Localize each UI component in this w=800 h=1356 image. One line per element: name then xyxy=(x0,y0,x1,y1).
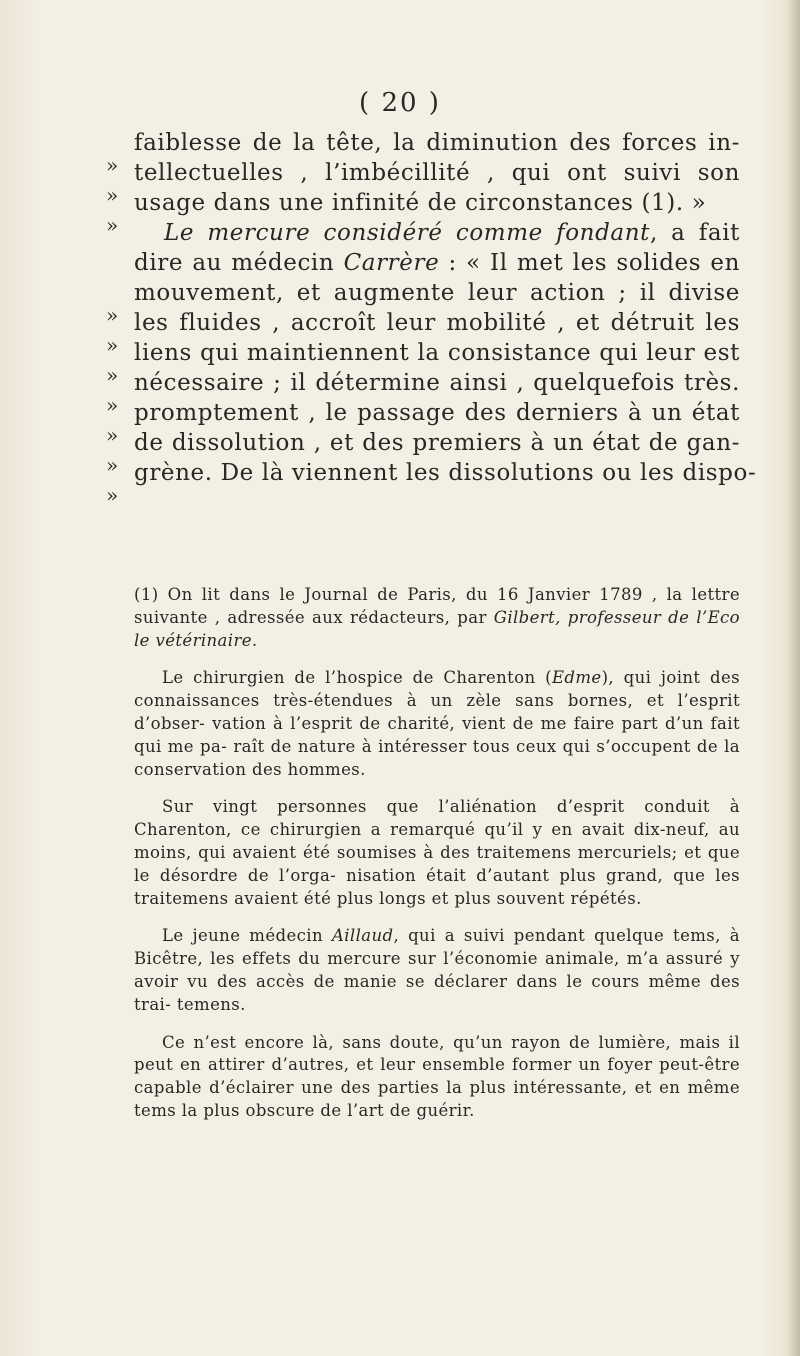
text-line: » promptement , le passage des derniers à un état xyxy=(106,400,740,447)
footnote-paragraph: Ce n’est encore là, sans doute, qu’un rayon de lumière, mais il peut en attirer d’autres, et leur ensemble former un foyer peut-être capable d’éclairer une des parties la plus intéressante, et en même tems la plus obscure de l’art de guérir. xyxy=(134,1032,740,1120)
text-line: » grène. De là viennent les dissolutions ou les dispo- xyxy=(106,460,757,507)
text-line: » de dissolution , et des premiers à un état de gan- xyxy=(106,430,740,477)
text-line: dire au médecin Carrère : « Il met les solides en xyxy=(134,250,740,276)
text-line: » faiblesse de la tête, la diminution des forces in- xyxy=(106,130,740,177)
text-line: » mouvement, et augmente leur action ; il divise xyxy=(106,280,740,327)
footnote-paragraph: Le chirurgien de l’hospice de Charenton (Edme), qui joint des connaissances très-étendues à un zèle sans bornes, et l’esprit d’obser- vation à l’esprit de charité, vient de me faire part d’un fait qui me pa- raît de nature à intéresser tous ceux qui s’occupent de la conservation des hommes. xyxy=(134,668,740,779)
text-line: » nécessaire ; il détermine ainsi , quelquefois très. xyxy=(106,370,740,417)
text-line: » tellectuelles , l’imbécillité , qui ont suivi son xyxy=(106,160,740,207)
text-line: » usage dans une infinité de circonstances (1). » xyxy=(106,190,707,237)
main-text xyxy=(106,128,757,507)
footnote-paragraph: Le jeune médecin Aillaud, qui a suivi pendant quelque tems, à Bicêtre, les effets du mercure sur l’économie animale, m’a assuré y avoir vu des accès de manie se déclarer dans le cours même des trai- temens. xyxy=(134,926,740,1014)
text-line: » les fluides , accroît leur mobilité , et détruit les xyxy=(106,310,740,357)
page-number: ( 20 ) xyxy=(359,88,441,118)
text-line: Le mercure considéré comme fondant, a fait xyxy=(164,220,740,246)
text-line: » liens qui maintiennent la consistance qui leur est xyxy=(106,340,740,387)
page-edge-shadow xyxy=(786,0,800,1356)
footnote-paragraph: Sur vingt personnes que l’aliénation d’esprit conduit à Charenton, ce chirurgien a remarqué qu’il y en avait dix-neuf, au moins, qui avaient été soumises à des traitemens mercuriels; et que le désordre de l’orga- nisation était d’autant plus grand, que les traitemens avaient été plus longs et plus souvent répétés. xyxy=(134,797,740,908)
footnotes xyxy=(134,584,740,1138)
footnote-1: (1) On lit dans le Journal de Paris, du 16 Janvier 1789 , la lettre suivante , adressée aux rédacteurs, par Gilbert, professeur de l’Eco le vétérinaire. xyxy=(134,585,741,650)
